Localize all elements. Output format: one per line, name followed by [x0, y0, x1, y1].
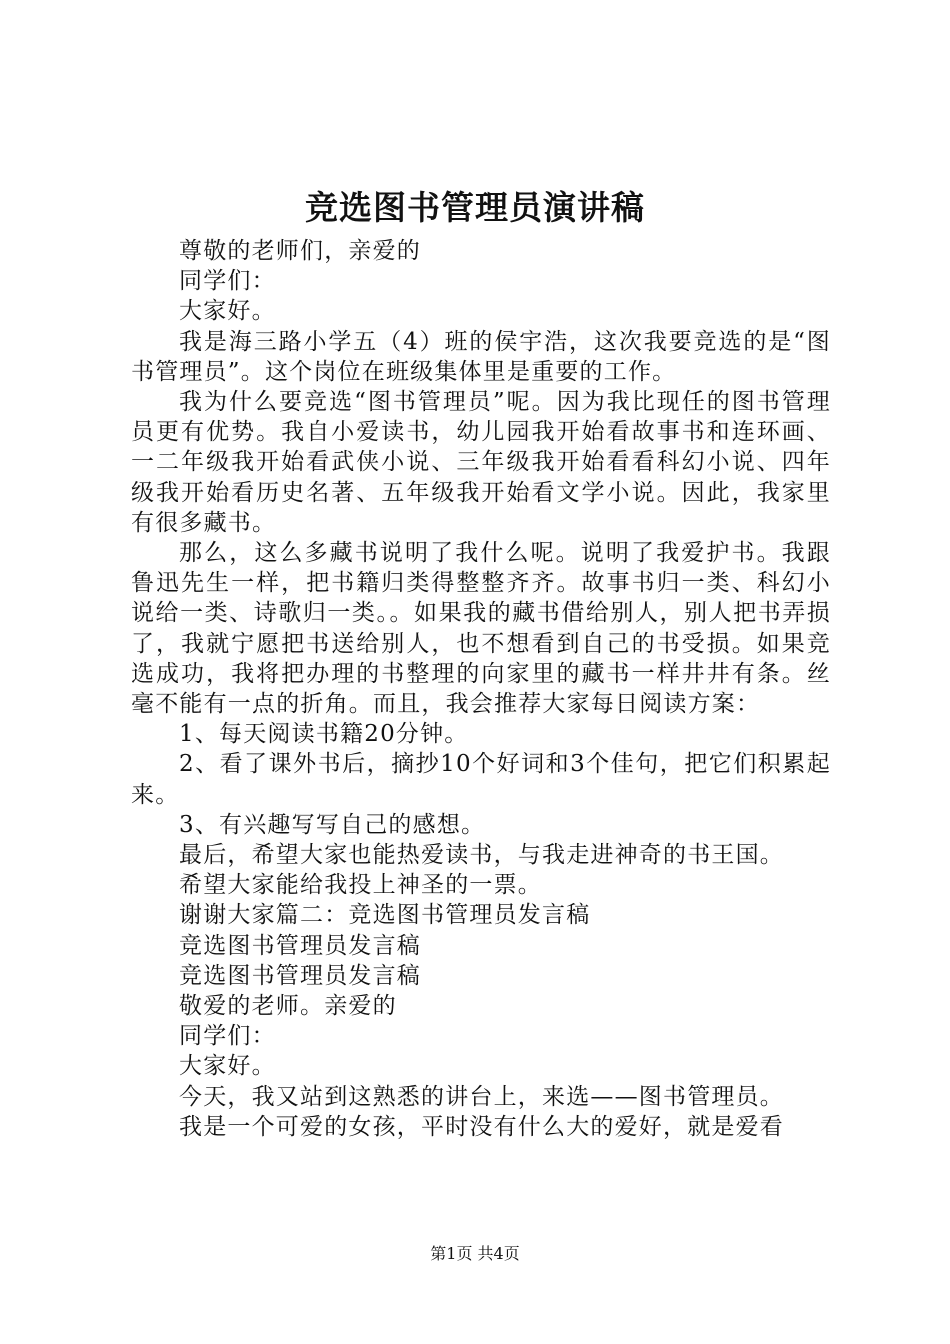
paragraph: 敬爱的老师。亲爱的 — [179, 993, 397, 1020]
list-item: 2、看了课外书后，摘抄10个好词和3个佳句，把它们积累起来。 — [131, 751, 831, 808]
page-footer: 第1页 共4页 — [430, 1244, 520, 1263]
paragraph: 谢谢大家篇二：竞选图书管理员发言稿 — [179, 902, 591, 929]
paragraph: 今天，我又站到这熟悉的讲台上，来选——图书管理员。 — [179, 1083, 784, 1110]
paragraph: 大家好。 — [179, 298, 276, 325]
paragraph: 那么，这么多藏书说明了我什么呢。说明了我爱护书。我跟鲁迅先生一样，把书籍归类得整整齐齐。故事书归一类、科幻小说给一类、诗歌归一类。。如果我的藏书借给别人，别人把书弄损了，我就宁愿把书送给别人，也不想看到自己的书受损。如果竞选成功，我将把办理的书整理的向家里的藏书一样井井有条。丝毫不能有一点的折角。而且，我会推荐大家每日阅读方案： — [131, 540, 831, 718]
paragraph: 同学们： — [179, 1023, 276, 1050]
paragraph: 竞选图书管理员发言稿 — [179, 932, 421, 959]
paragraph: 我是一个可爱的女孩，平时没有什么大的爱好，就是爱看 — [179, 1113, 784, 1140]
list-item: 1、每天阅读书籍20分钟。 — [179, 721, 469, 748]
list-item: 3、有兴趣写写自己的感想。 — [179, 811, 486, 838]
paragraph: 我是海三路小学五（4）班的侯宇浩，这次我要竞选的是“图书管理员”。这个岗位在班级集体里是重要的工作。 — [131, 328, 831, 385]
paragraph: 最后，希望大家也能热爱读书，与我走进神奇的书王国。 — [179, 842, 784, 869]
paragraph: 希望大家能给我投上神圣的一票。 — [179, 872, 542, 899]
paragraph: 尊敬的老师们，亲爱的 — [179, 238, 421, 264]
document-body — [131, 236, 831, 1142]
document-title: 竞选图书管理员演讲稿 — [305, 188, 645, 227]
paragraph: 大家好。 — [179, 1053, 276, 1080]
paragraph: 竞选图书管理员发言稿 — [179, 962, 421, 989]
paragraph: 同学们： — [179, 268, 276, 295]
paragraph: 我为什么要竞选“图书管理员”呢。因为我比现任的图书管理员更有优势。我自小爱读书，幼儿园我开始看故事书和连环画、一二年级我开始看武侠小说、三年级我开始看看科幻小说、四年级我开始看历史名著、五年级我开始看文学小说。因此，我家里有很多藏书。 — [131, 389, 831, 536]
